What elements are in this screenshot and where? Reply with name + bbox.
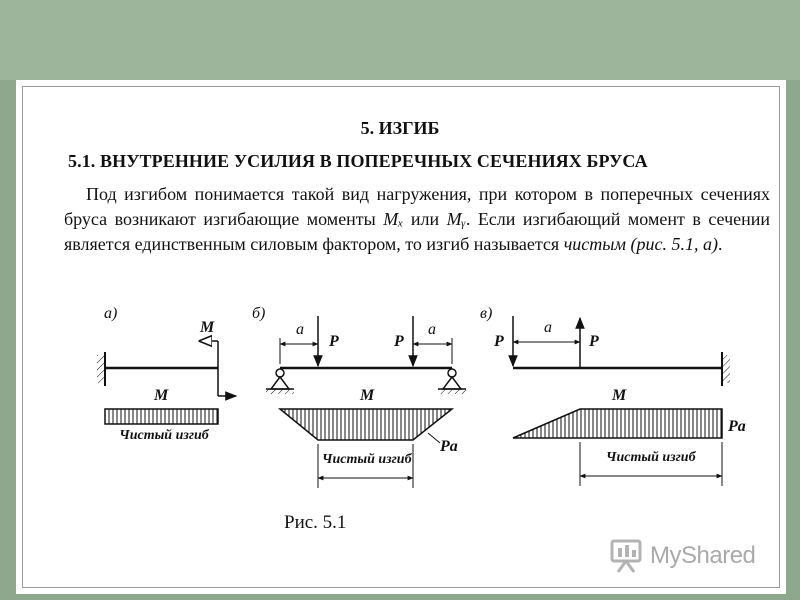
fixed-support-hatch-a xyxy=(97,355,105,383)
pa-label-c: Pa xyxy=(728,418,746,435)
bending-figure xyxy=(90,296,770,506)
pure-bending-label-c: Чистый изгиб xyxy=(606,450,696,465)
moment-diagram-b xyxy=(280,409,452,440)
moment-label-top-a: M xyxy=(200,319,215,336)
para-text-end: . xyxy=(717,234,723,254)
moment-diagram-a xyxy=(105,409,218,424)
term-pure: чистым xyxy=(563,234,626,254)
section-title: 5.1. ВНУТРЕННИЕ УСИЛИЯ В ПОПЕРЕЧНЫХ СЕЧЕНИЯХ БРУСА xyxy=(68,151,648,171)
pa-label-b: Pa xyxy=(440,438,458,455)
dim-label-a-c: a xyxy=(544,319,552,336)
body-paragraph xyxy=(64,182,770,257)
presentation-board-icon xyxy=(608,538,646,574)
para-text-1: Под изгибом понимается такой вид нагружения, при котором в поперечных сечениях бруса возникают изгибающие моменты xyxy=(64,184,770,229)
fixed-support-hatch-c xyxy=(722,355,730,383)
pure-bending-label-a xyxy=(119,428,210,443)
moment-label-bottom-a: M xyxy=(154,387,169,404)
panel-b-label: б) xyxy=(252,305,266,322)
figure-reference: (рис. 5.1, а) xyxy=(625,234,718,254)
pure-bending-label-b: Чистый изгиб xyxy=(322,452,412,467)
force-label-p-right-c: P xyxy=(589,333,599,350)
pin-triangle-b-left xyxy=(271,377,289,389)
chapter-title: 5. ИЗГИБ xyxy=(360,118,440,138)
slide-top-banner xyxy=(0,0,800,80)
watermark-brand-text: MyShared xyxy=(650,542,756,569)
panel-a xyxy=(97,305,236,443)
dim-label-a-right-b: a xyxy=(428,321,436,338)
symbol-mx: Mₓ xyxy=(383,209,404,229)
symbol-my: Mᵧ xyxy=(446,209,466,229)
moment-diagram-c xyxy=(513,409,722,438)
leader-line-pa-b xyxy=(428,433,440,443)
force-label-p-right-b: P xyxy=(394,333,404,350)
ground-hatch-b-right xyxy=(438,389,466,394)
force-label-p-left-c: P xyxy=(494,333,504,350)
slide-frame-bottom xyxy=(0,594,800,600)
ground-hatch-b-left xyxy=(266,389,294,394)
slide-frame-right xyxy=(786,80,800,600)
panel-a-label: а) xyxy=(104,305,118,322)
panel-c-label: в) xyxy=(480,305,493,322)
pin-triangle-b-right xyxy=(443,377,461,389)
para-text-or: или xyxy=(403,209,447,229)
force-label-p-left-b: P xyxy=(329,333,339,350)
moment-label-b: M xyxy=(360,387,375,404)
myshared-watermark[interactable] xyxy=(606,536,766,576)
para-text-2: . Если изгибающий момент в сечении является единственным силовым фактором, то изгиб называется xyxy=(64,209,771,254)
figure-caption: Рис. 5.1 xyxy=(284,512,347,533)
slide-frame-left xyxy=(0,80,16,600)
panel-b xyxy=(252,305,466,488)
dim-label-a-left-b: a xyxy=(296,321,304,338)
pure-bending-label-a: Чистый изгиб xyxy=(119,428,209,443)
moment-label-c: M xyxy=(612,387,627,404)
panel-c xyxy=(480,305,746,486)
